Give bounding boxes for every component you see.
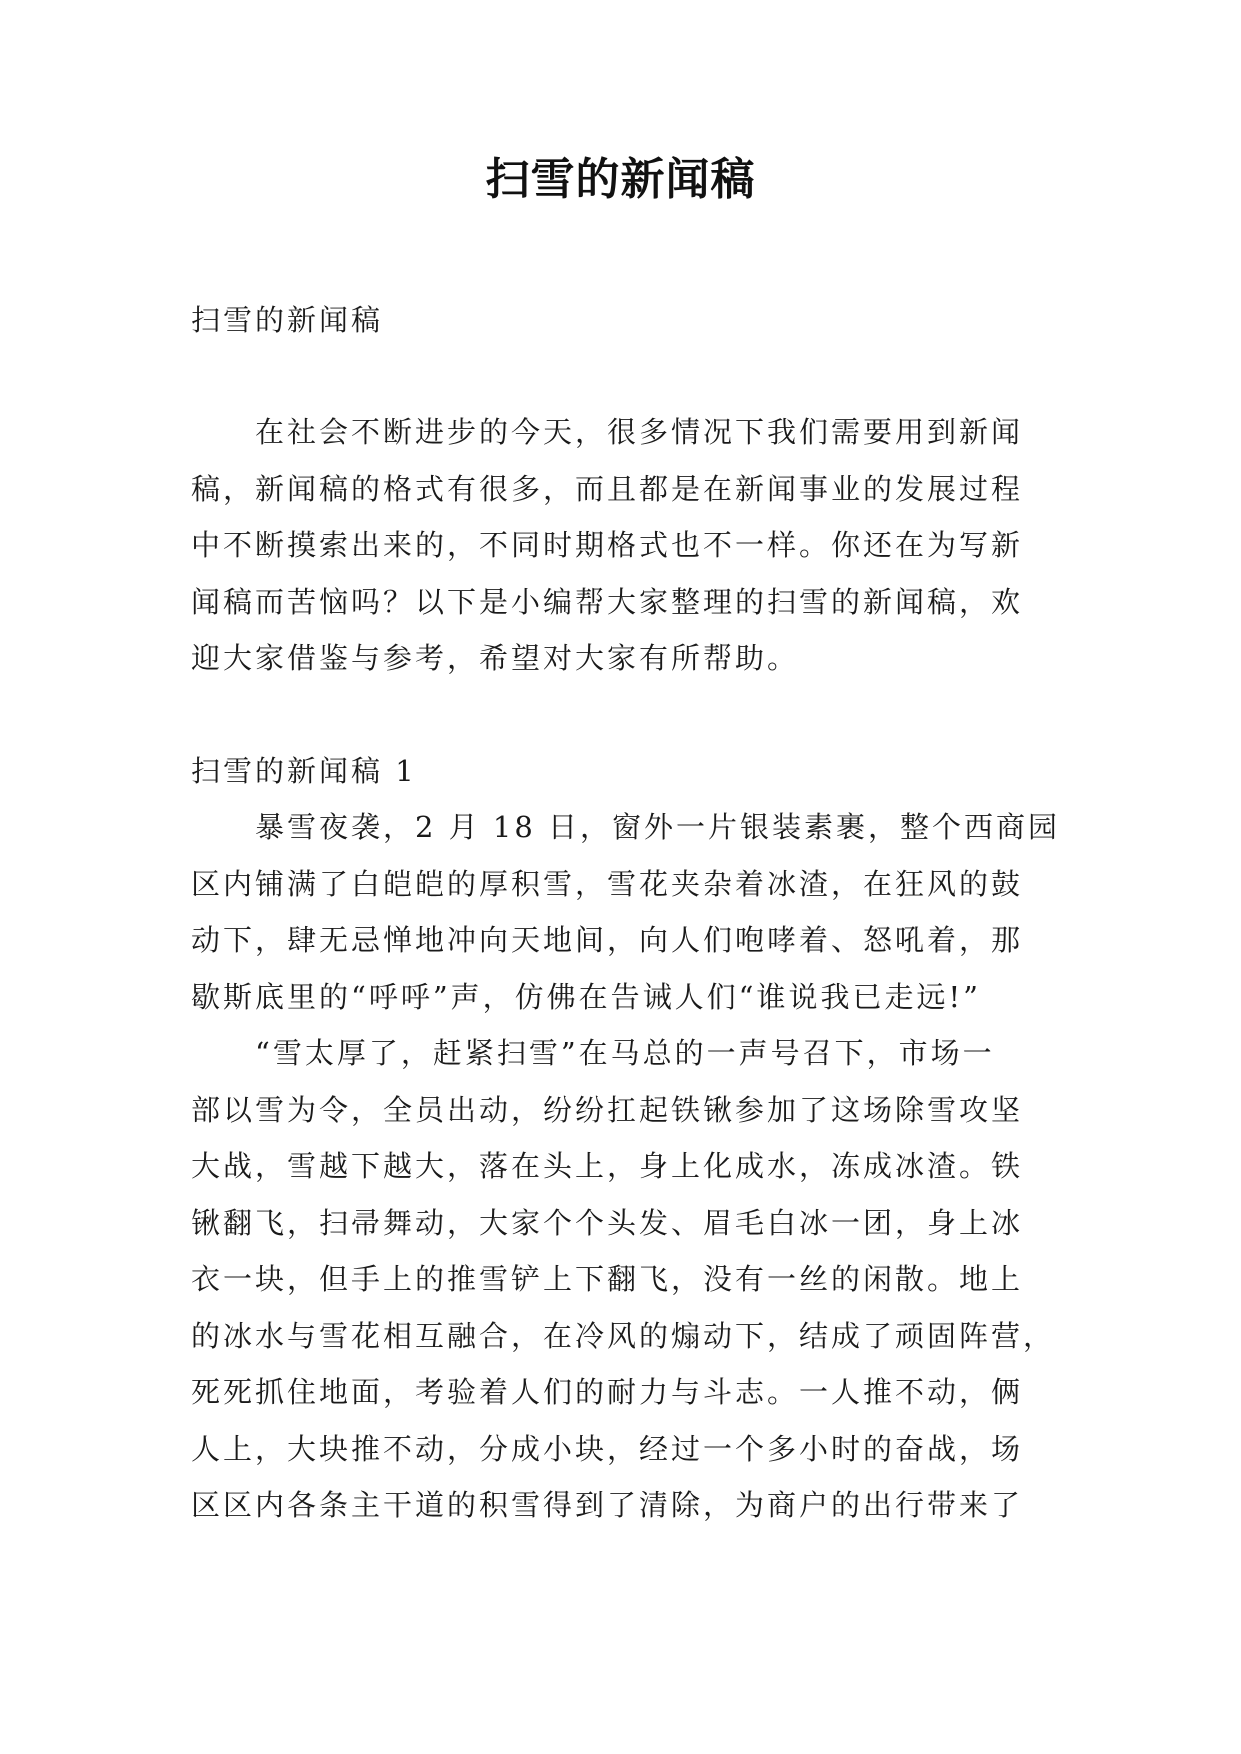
- paragraph-line: 歇斯底里的“呼呼”声，仿佛在告诫人们“谁说我已走远!”: [191, 980, 981, 1014]
- paragraph-line: 部以雪为令，全员出动，纷纷扛起铁锹参加了这场除雪攻坚: [191, 1093, 1024, 1127]
- paragraph-line: 人上，大块推不动，分成小块，经过一个多小时的奋战，场: [191, 1432, 1024, 1466]
- paragraph-line: 的冰水与雪花相互融合，在冷风的煽动下，结成了顽固阵营，: [191, 1319, 1056, 1353]
- paragraph-line: 锹翻飞，扫帚舞动，大家个个头发、眉毛白冰一团，身上冰: [191, 1206, 1024, 1240]
- intro-line: 闻稿而苦恼吗？以下是小编帮大家整理的扫雪的新闻稿，欢: [191, 585, 1024, 619]
- paragraph-line: 暴雪夜袭，2 月 18 日，窗外一片银装素裹，整个西商园: [255, 810, 1061, 844]
- paragraph-line: 死死抓住地面，考验着人们的耐力与斗志。一人推不动，俩: [191, 1375, 1024, 1409]
- subheading: 扫雪的新闻稿: [191, 303, 384, 337]
- paragraph-line: 区内铺满了白皑皑的厚积雪，雪花夹杂着冰渣，在狂风的鼓: [191, 867, 1024, 901]
- paragraph-line: “雪太厚了，赶紧扫雪”在马总的一声号召下，市场一: [255, 1036, 995, 1070]
- paragraph-line: 衣一块，但手上的推雪铲上下翻飞，没有一丝的闲散。地上: [191, 1262, 1024, 1296]
- paragraph-line: 大战，雪越下越大，落在头上，身上化成水，冻成冰渣。铁: [191, 1149, 1024, 1183]
- document-title: 扫雪的新闻稿: [485, 154, 756, 205]
- intro-line: 迎大家借鉴与参考，希望对大家有所帮助。: [191, 641, 800, 675]
- section-heading: 扫雪的新闻稿 1: [191, 754, 417, 788]
- paragraph-line: 区区内各条主干道的积雪得到了清除，为商户的出行带来了: [191, 1488, 1024, 1522]
- paragraph-line: 动下，肆无忌惮地冲向天地间，向人们咆哮着、怒吼着，那: [191, 923, 1024, 957]
- intro-line: 中不断摸索出来的，不同时期格式也不一样。你还在为写新: [191, 528, 1024, 562]
- intro-line: 稿，新闻稿的格式有很多，而且都是在新闻事业的发展过程: [191, 472, 1024, 506]
- intro-line: 在社会不断进步的今天，很多情况下我们需要用到新闻: [255, 415, 1024, 449]
